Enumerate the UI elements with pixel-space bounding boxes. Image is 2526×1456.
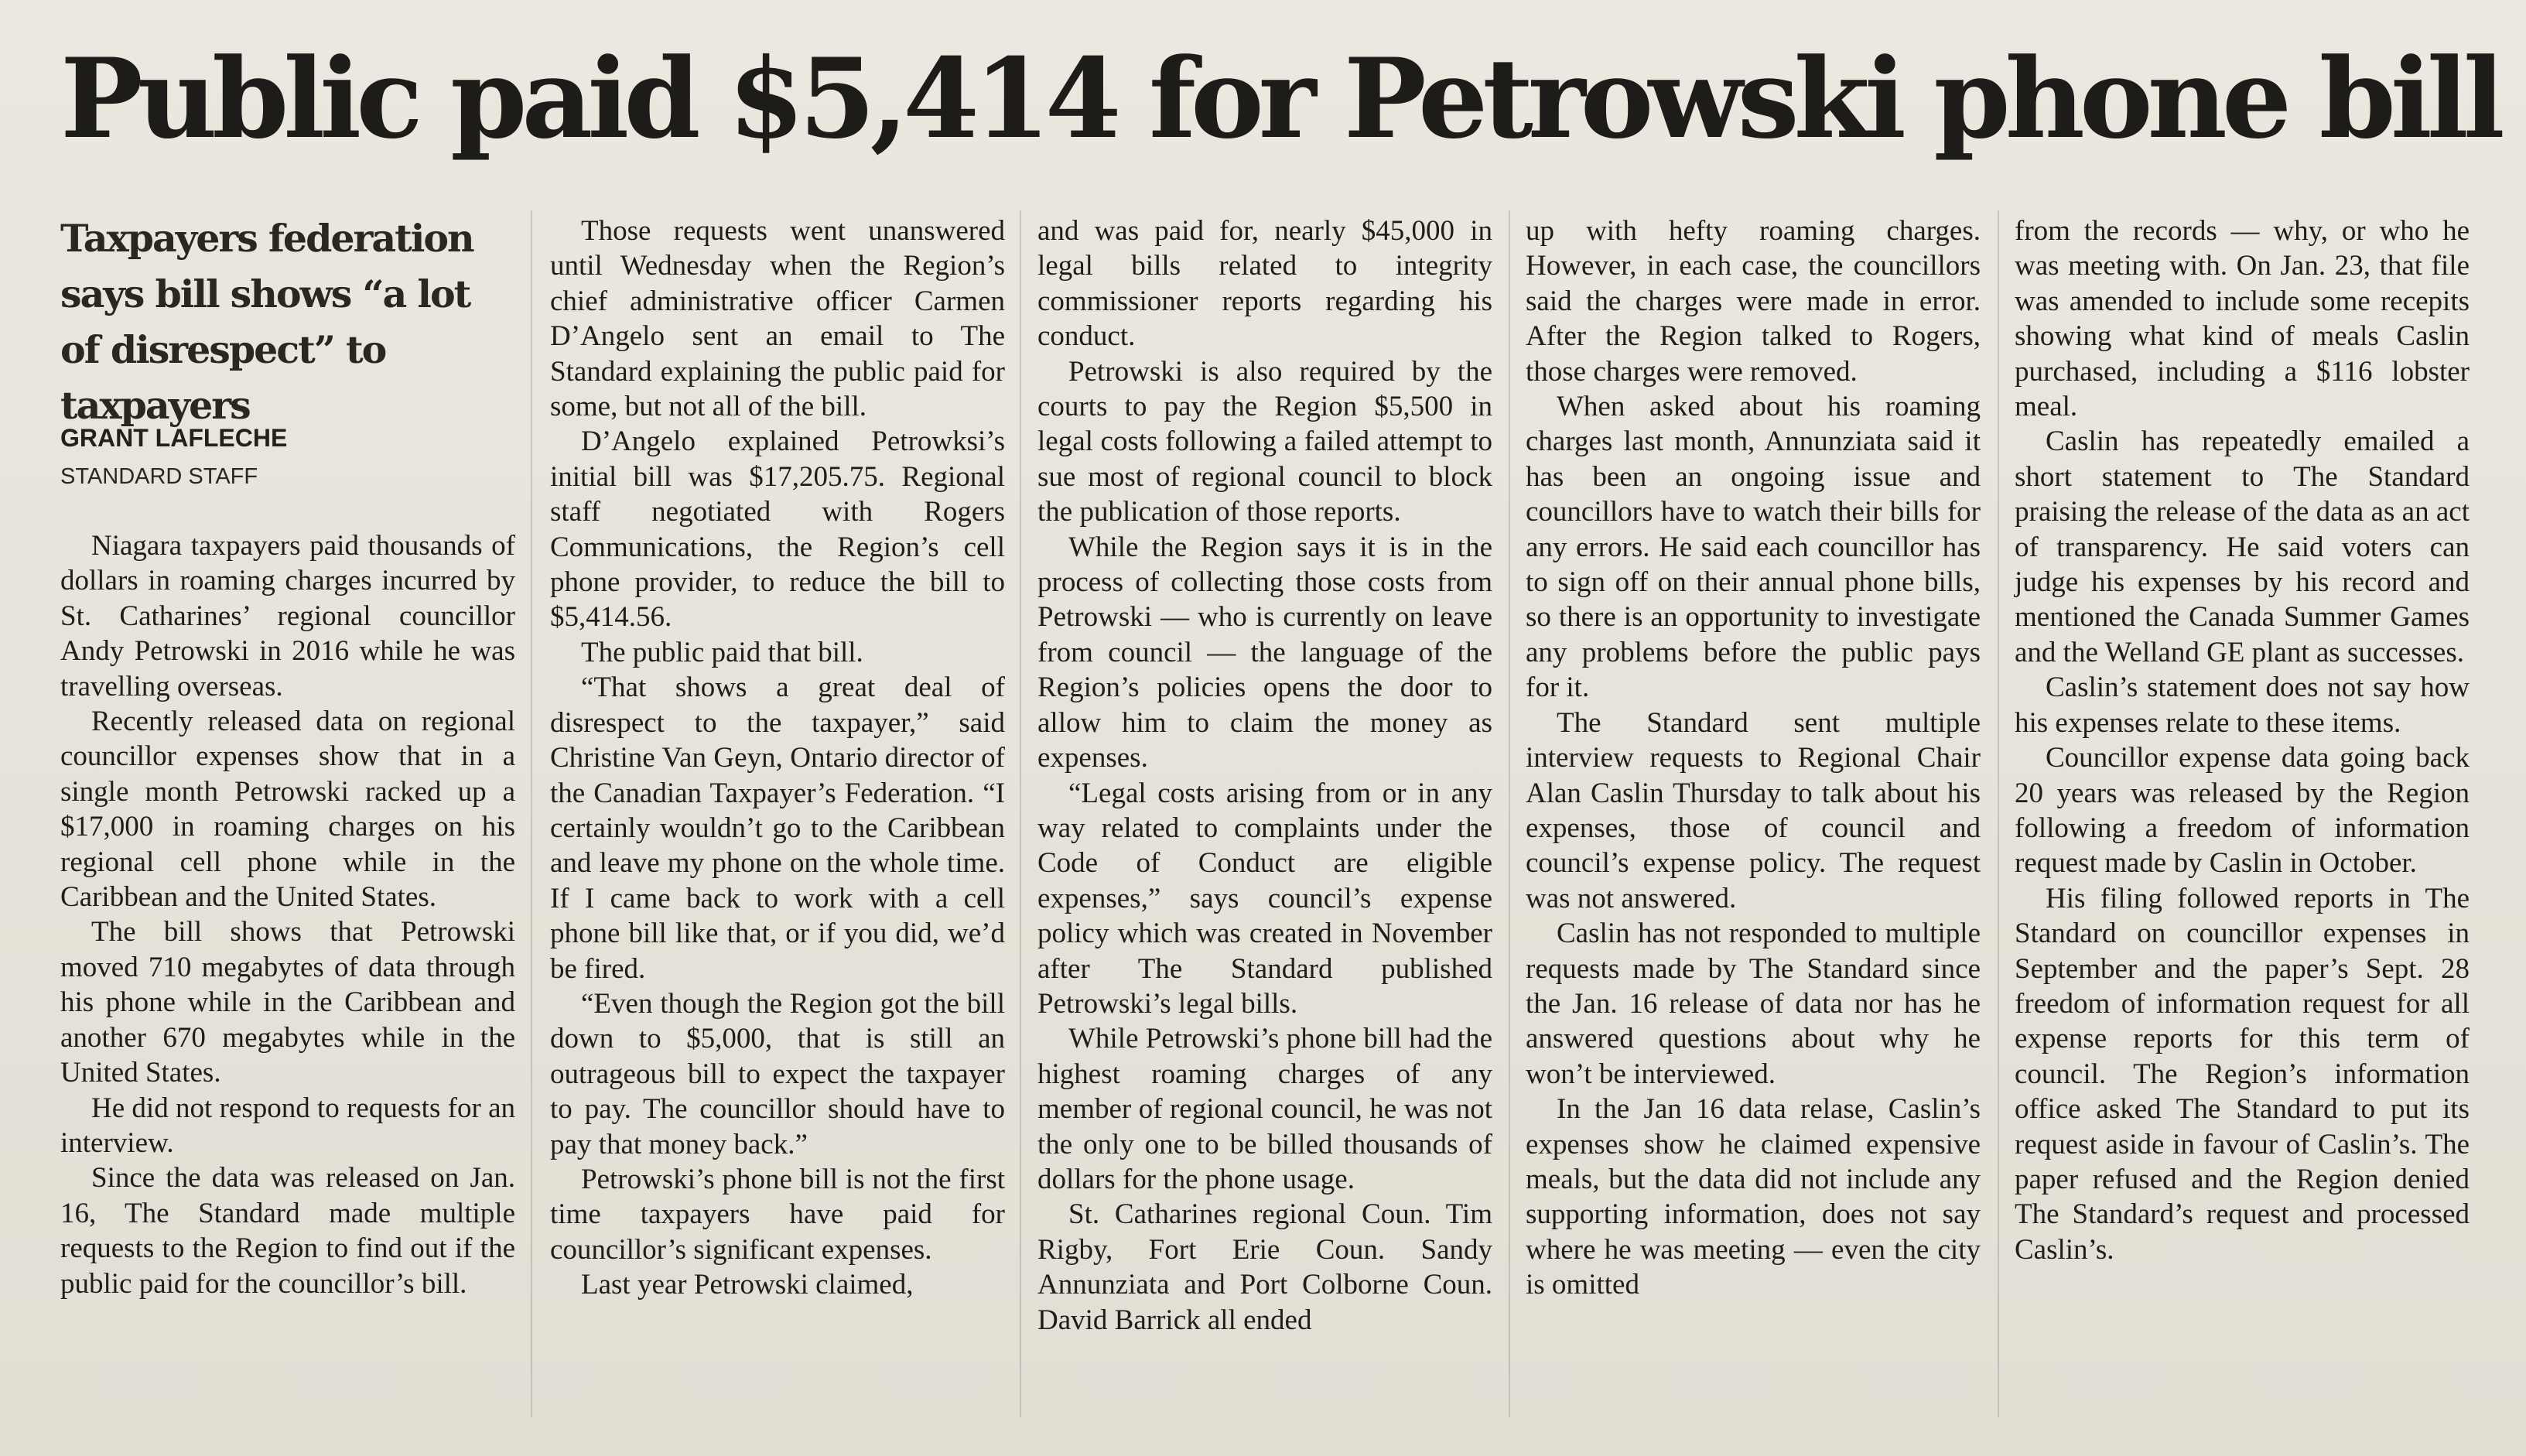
paragraph: In the Jan 16 data relase, Caslin’s expenses show he claimed expensive meals, but the data did not include any supporting information, does not say where he was meeting — even the city is omitted	[1526, 1093, 1981, 1301]
article-headline: Public paid $5,414 for Petrowski phone bill	[60, 35, 2500, 163]
paragraph: “Even though the Region got the bill down to $5,000, that is still an outrageous bill to expect the taxpayer to pay. The councillor should have to pay that money back.”	[550, 987, 1005, 1160]
paragraph: from the records — why, or who he was meeting with. On Jan. 23, that file was amended to include some recepits showing what kind of meals Caslin purchased, including a $116 lobster meal.	[2015, 215, 2470, 423]
byline-author: GRANT LAFLECHE	[60, 424, 288, 452]
paragraph: “Legal costs arising from or in any way related to complaints under the Code of Conduct are eligible expenses,” says council’s expense policy which was created in November after The Standard published Petrowski’s legal bills.	[1037, 777, 1492, 1020]
paragraph: D’Angelo explained Petrowksi’s initial bill was $17,205.75. Regional staff negotiated with Rogers Communications, the Region’s cell phone provider, to reduce the bill to $5,414.56.	[550, 426, 1005, 634]
paragraph: Niagara taxpayers paid thousands of dollars in roaming charges incurred by St. Catharines’ regional councillor Andy Petrowski in 2016 while he was travelling overseas.	[60, 530, 515, 702]
paragraph: Caslin has repeatedly emailed a short statement to The Standard praising the release of the data as an act of transparency. He said voters can judge his expenses by his record and mentioned the Canada Summer Games and the Welland GE plant as successes.	[2015, 426, 2470, 668]
column-divider	[1509, 210, 1510, 1417]
paragraph: He did not respond to requests for an interview.	[60, 1092, 515, 1159]
article-column-2	[550, 214, 1005, 1303]
paragraph: Since the data was released on Jan. 16, The Standard made multiple requests to the Region to find out if the public paid for the councillor’s bill.	[60, 1162, 515, 1300]
column-divider	[1020, 210, 1021, 1417]
article-column-5	[2015, 214, 2470, 1267]
paragraph: up with hefty roaming charges. However, in each case, the councillors said the charges were made in error. After the Region talked to Rogers, those charges were removed.	[1526, 215, 1981, 388]
paragraph: Petrowski is also required by the courts to pay the Region $5,500 in legal costs following a failed attempt to sue most of regional council to block the publication of those reports.	[1037, 355, 1492, 528]
paragraph: St. Catharines regional Coun. Tim Rigby, Fort Erie Coun. Sandy Annunziata and Port Colborne Coun. David Barrick all ended	[1037, 1198, 1492, 1336]
paragraph: When asked about his roaming charges last month, Annunziata said it has been an ongoing issue and councillors have to watch their bills for any errors. He said each councillor has to sign off on their annual phone bills, so there is an opportunity to investigate any problems before the public pays for it.	[1526, 391, 1981, 704]
paragraph: Those requests went unanswered until Wednesday when the Region’s chief administrative officer Carmen D’Angelo sent an email to The Standard explaining the public paid for some, but not all of the bill.	[550, 215, 1005, 423]
paragraph: Councillor expense data going back 20 years was released by the Region following a freedom of information request made by Caslin in October.	[2015, 742, 2470, 880]
paragraph: His filing followed reports in The Standard on councillor expenses in September and the paper’s Sept. 28 freedom of information request for all expense reports for this term of council. The Region’s information office asked The Standard to put its request aside in favour of Caslin’s. The paper refused and the Region denied The Standard’s request and processed Caslin’s.	[2015, 882, 2470, 1266]
paragraph: The public paid that bill.	[581, 636, 863, 668]
paragraph: Recently released data on regional councillor expenses show that in a single month Petrowski racked up a $17,000 in roaming charges on his regional cell phone while in the Caribbean and the United States.	[60, 706, 515, 914]
paragraph: The Standard sent multiple interview requests to Regional Chair Alan Caslin Thursday to talk about his expenses, those of council and council’s expense policy. The request was not answered.	[1526, 706, 1981, 914]
paragraph: While the Region says it is in the process of collecting those costs from Petrowski — who is currently on leave from council — the language of the Region’s policies opens the door to allow him to claim the money as expenses.	[1037, 531, 1492, 774]
paragraph: Caslin has not responded to multiple requests made by The Standard since the Jan. 16 release of data nor has he answered questions about why he won’t be interviewed.	[1526, 918, 1981, 1090]
paragraph: Last year Petrowski claimed,	[581, 1269, 914, 1301]
article-column-4	[1526, 214, 1981, 1303]
paragraph: The bill shows that Petrowski moved 710 megabytes of data through his phone while in the Caribbean and another 670 megabytes while in the United States.	[60, 916, 515, 1089]
article-column-1	[60, 528, 515, 1301]
byline-role: STANDARD STAFF	[60, 464, 258, 489]
paragraph: and was paid for, nearly $45,000 in legal bills related to integrity commissioner reports regarding his conduct.	[1037, 215, 1492, 353]
article-column-3	[1037, 214, 1492, 1338]
article-deck: Taxpayers federation says bill shows “a lot of disrespect” to taxpayers	[60, 216, 473, 428]
paragraph: “That shows a great deal of disrespect to the taxpayer,” said Christine Van Geyn, Ontario director of the Canadian Taxpayer’s Federation. “I certainly wouldn’t go to the Caribbean and leave my phone on the whole time. If I came back to work with a cell phone bill like that, or if you did, we’d be fired.	[550, 672, 1005, 985]
paragraph: Caslin’s statement does not say how his expenses relate to these items.	[2015, 672, 2470, 739]
column-divider	[531, 210, 532, 1417]
paragraph: While Petrowski’s phone bill had the highest roaming charges of any member of regional council, he was not the only one to be billed thousands of dollars for the phone usage.	[1037, 1023, 1492, 1195]
paragraph: Petrowski’s phone bill is not the first time taxpayers have paid for councillor’s significant expenses.	[550, 1163, 1005, 1266]
column-divider	[1998, 210, 1999, 1417]
